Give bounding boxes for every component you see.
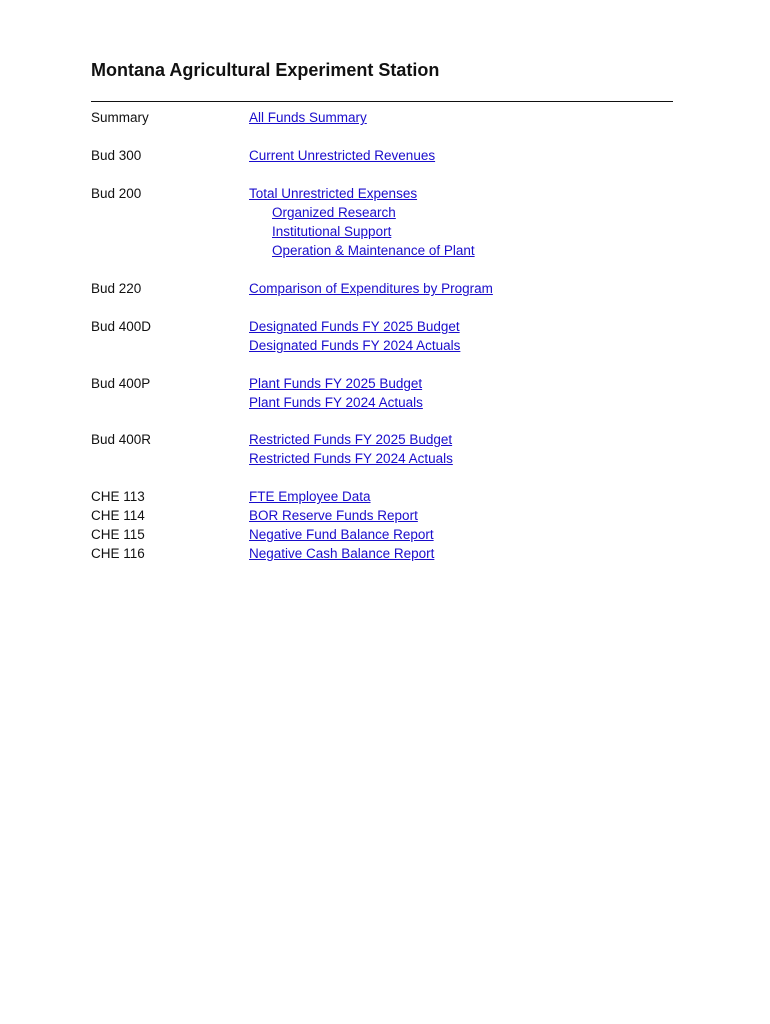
link-negative-cash-balance-report[interactable]: Negative Cash Balance Report	[249, 546, 435, 561]
section-code: Bud 400P	[91, 376, 151, 391]
link-current-unrestricted-revenues[interactable]: Current Unrestricted Revenues	[249, 148, 436, 163]
page-title: Montana Agricultural Experiment Station	[91, 60, 440, 80]
section-code: CHE 113	[91, 489, 145, 504]
section-code: CHE 115	[91, 527, 145, 542]
link-plant-funds-fy2025-budget[interactable]: Plant Funds FY 2025 Budget	[249, 376, 423, 391]
section-code: CHE 114	[91, 508, 145, 523]
link-organized-research[interactable]: Organized Research	[272, 205, 396, 220]
section-code: Summary	[91, 110, 149, 125]
link-fte-employee-data[interactable]: FTE Employee Data	[249, 489, 371, 504]
link-designated-funds-fy2025-budget[interactable]: Designated Funds FY 2025 Budget	[249, 319, 460, 334]
section-code: Bud 400D	[91, 319, 152, 334]
link-bor-reserve-funds-report[interactable]: BOR Reserve Funds Report	[249, 508, 418, 523]
section-code: Bud 400R	[91, 432, 152, 447]
link-institutional-support[interactable]: Institutional Support	[272, 224, 392, 239]
link-total-unrestricted-expenses[interactable]: Total Unrestricted Expenses	[249, 186, 418, 201]
link-designated-funds-fy2024-actuals[interactable]: Designated Funds FY 2024 Actuals	[249, 338, 461, 353]
link-comparison-of-expenditures-by-program[interactable]: Comparison of Expenditures by Program	[249, 281, 493, 296]
link-plant-funds-fy2024-actuals[interactable]: Plant Funds FY 2024 Actuals	[249, 395, 423, 410]
section-code: Bud 220	[91, 281, 142, 296]
link-negative-fund-balance-report[interactable]: Negative Fund Balance Report	[249, 527, 434, 542]
link-operation-maintenance-of-plant[interactable]: Operation & Maintenance of Plant	[272, 243, 475, 258]
section-code: Bud 200	[91, 186, 142, 201]
link-all-funds-summary[interactable]: All Funds Summary	[249, 110, 367, 125]
link-restricted-funds-fy2024-actuals[interactable]: Restricted Funds FY 2024 Actuals	[249, 451, 453, 466]
section-code: CHE 116	[91, 546, 145, 561]
link-restricted-funds-fy2025-budget[interactable]: Restricted Funds FY 2025 Budget	[249, 432, 453, 447]
title-underline-divider	[91, 101, 673, 102]
section-code: Bud 300	[91, 148, 142, 163]
